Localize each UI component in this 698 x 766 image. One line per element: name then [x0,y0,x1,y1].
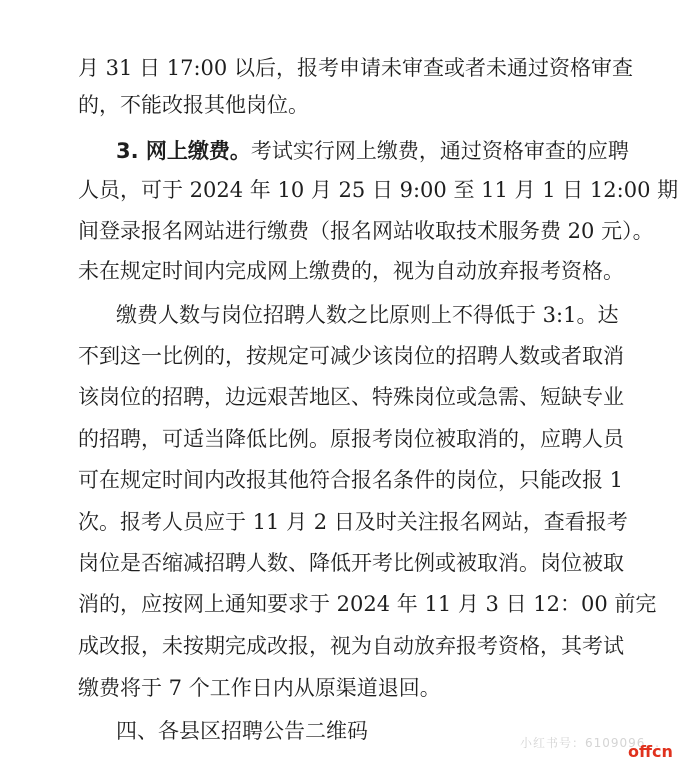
text-line-4: 人员，可于 2024 年 10 月 25 日 9:00 至 11 月 1 日 12:00 期 [78,178,679,202]
text-line-10: 的招聘，可适当降低比例。原报考岗位被取消的，应聘人员 [78,427,624,451]
text-line-8: 不到这一比例的，按规定可减少该岗位的招聘人数或者取消 [78,344,624,368]
text-line-1: 月 31 日 17:00 以后，报考申请未审查或者未通过资格审查 [78,56,633,80]
text-line-7: 缴费人数与岗位招聘人数之比原则上不得低于 3:1。达 [116,303,619,327]
text-line-5: 间登录报名网站进行缴费（报名网站收取技术服务费 20 元）。 [78,219,654,243]
text-line-3: 考试实行网上缴费，通过资格审查的应聘 [250,139,629,163]
text-line-16: 缴费将于 7 个工作日内从原渠道退回。 [78,676,441,700]
text-line-13: 岗位是否缩减招聘人数、降低开考比例或被取消。岗位被取 [78,551,624,575]
text-line-2: 的，不能改报其他岗位。 [78,93,309,117]
section-3-heading: 3. 网上缴费。 [116,139,251,163]
section-4-heading: 四、各县区招聘公告二维码 [116,719,368,743]
section-3-paragraph [116,138,629,165]
text-line-11: 可在规定时间内改报其他符合报名条件的岗位，只能改报 1 [78,468,624,492]
text-line-9: 该岗位的招聘，边远艰苦地区、特殊岗位或急需、短缺专业 [78,385,624,409]
text-line-14: 消的，应按网上通知要求于 2024 年 11 月 3 日 12：00 前完 [78,592,657,616]
text-line-12: 次。报考人员应于 11 月 2 日及时关注报名网站，查看报考 [78,510,628,534]
text-line-15: 成改报，未按期完成改报，视为自动放弃报考资格，其考试 [78,634,624,658]
watermark-text: 小红书号：6109096... [520,736,660,750]
text-line-6: 未在规定时间内完成网上缴费的，视为自动放弃报考资格。 [78,259,624,283]
offcn-logo: offcn [628,742,673,761]
